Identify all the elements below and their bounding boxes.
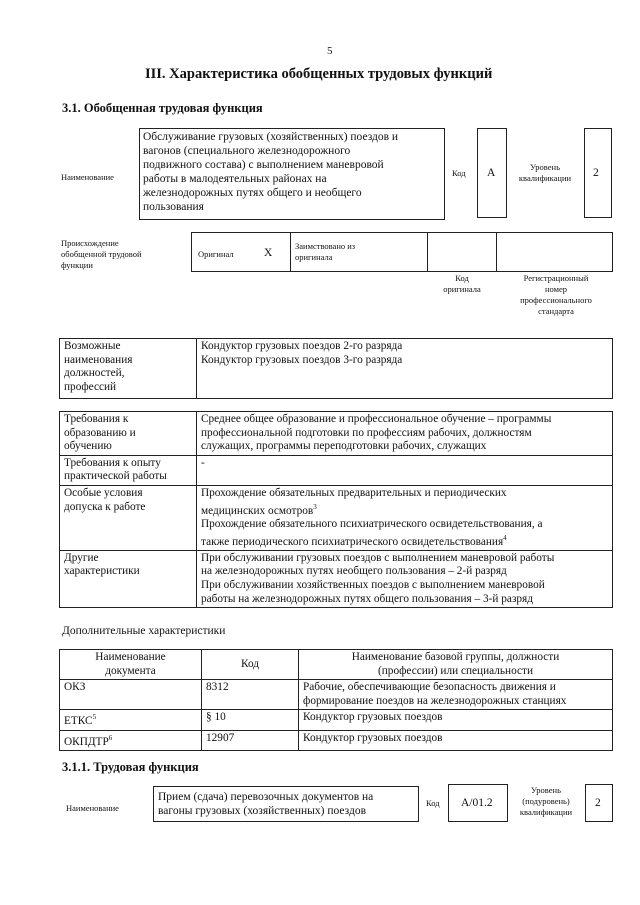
origin-original-mark: X xyxy=(264,247,273,259)
tf-code-value: A/01.2 xyxy=(461,797,493,809)
header-name-line: (профессии) или специальности xyxy=(377,664,534,677)
origin-reg-caption-line: стандарта xyxy=(538,306,574,316)
footnote-ref: 5 xyxy=(92,713,97,722)
header-doc xyxy=(60,650,202,680)
tf-name-label: Наименование xyxy=(66,803,119,813)
req-value-line: на железнодорожных путях необщего пользования – 2-й разряд xyxy=(201,565,507,578)
name-cell xyxy=(299,680,613,710)
req-value-text: медицинских осмотров xyxy=(201,504,314,517)
origin-label-line: обобщенной трудовой xyxy=(61,249,142,259)
origin-original-label: Оригинал xyxy=(198,249,234,259)
req-label-line: характеристики xyxy=(64,565,140,578)
tf-heading: 3.1.1. Трудовая функция xyxy=(62,760,199,774)
origin-label xyxy=(61,238,142,271)
gtf-code-label: Код xyxy=(452,168,466,178)
job-titles-label-line: наименования xyxy=(64,353,133,366)
admission-value xyxy=(197,485,613,550)
origin-borrowed-label xyxy=(295,241,355,263)
origin-code-caption-line: оригинала xyxy=(443,284,481,294)
req-label-line: Требования к xyxy=(64,413,129,425)
origin-label-line: функции xyxy=(61,260,93,270)
footnote-ref: 3 xyxy=(313,502,317,511)
header-code: Код xyxy=(202,650,299,680)
tf-name-line: вагоны грузовых (хозяйственных) поездов xyxy=(158,805,367,817)
education-label xyxy=(60,412,197,456)
req-value-line: служащих, программы переподготовки рабочих, служащих xyxy=(201,440,487,453)
gtf-name-line: вагонов (специального железнодорожного xyxy=(143,145,351,157)
tf-code-label: Код xyxy=(426,798,440,808)
origin-divider xyxy=(427,232,428,272)
job-titles-label-line: профессий xyxy=(64,380,117,393)
tf-level-line: (подуровень) xyxy=(522,796,570,806)
tf-level-line: Уровень xyxy=(531,785,561,795)
doc-name: ЕТКС xyxy=(64,715,93,728)
table-row xyxy=(60,710,613,730)
section-title: III. Характеристика обобщенных трудовых функций xyxy=(145,66,493,82)
origin-label-line: Происхождение xyxy=(61,238,119,248)
table-row xyxy=(60,680,613,710)
name-line: формирование поездов на железнодорожных станциях xyxy=(303,694,567,707)
req-label-line: допуска к работе xyxy=(64,500,146,513)
job-title-item: Кондуктор грузовых поездов 3-го разряда xyxy=(201,353,403,366)
admission-label xyxy=(60,485,197,550)
doc-cell xyxy=(60,730,202,750)
code-cell: 12907 xyxy=(202,730,299,750)
gtf-name-line: пользования xyxy=(143,201,204,213)
tf-level-box xyxy=(585,784,613,822)
additional-table xyxy=(59,649,613,751)
gtf-name-line: Обслуживание грузовых (хозяйственных) поездов и xyxy=(143,131,399,143)
subsection-title: 3.1. Обобщенная трудовая функция xyxy=(62,101,263,115)
origin-code-caption xyxy=(428,273,496,295)
req-value-line: При обслуживании хозяйственных поездов с выполнением маневровой xyxy=(201,579,545,592)
table-row xyxy=(60,730,613,750)
experience-value xyxy=(197,455,613,485)
code-cell: 8312 xyxy=(202,680,299,710)
footnote-ref: 6 xyxy=(108,733,113,742)
origin-borrowed-line: оригинала xyxy=(295,252,333,262)
tf-code-box xyxy=(448,784,508,822)
tf-level-value: 2 xyxy=(595,797,601,809)
requirements-row-other xyxy=(60,550,613,607)
gtf-name-box xyxy=(139,128,445,220)
gtf-level-value: 2 xyxy=(593,167,599,179)
page-number: 5 xyxy=(327,45,333,57)
gtf-level-label xyxy=(510,162,580,184)
gtf-level-box xyxy=(584,128,612,218)
req-value-line: При обслуживании грузовых поездов с выполнением маневровой работы xyxy=(201,551,555,564)
requirements-table xyxy=(59,411,613,608)
requirements-row-admission xyxy=(60,485,613,550)
name-cell: Кондуктор грузовых поездов xyxy=(299,730,613,750)
origin-reg-caption-line: Регистрационный xyxy=(523,273,589,283)
origin-divider xyxy=(290,232,291,272)
req-value-text: также периодического психиатрического освидетельствования xyxy=(201,535,504,548)
gtf-name-line: подвижного состава) с выполнением маневровой xyxy=(143,159,384,171)
tf-level-line: квалификации xyxy=(519,807,573,817)
job-titles-values xyxy=(197,339,613,399)
job-titles-label xyxy=(60,339,197,399)
req-label-line: Особые условия xyxy=(64,486,143,499)
job-title-item: Кондуктор грузовых поездов 2-го разряда xyxy=(201,340,403,352)
job-titles-label-line: должностей, xyxy=(64,367,125,380)
doc-name: ОКЗ xyxy=(64,681,86,694)
requirements-row-experience xyxy=(60,455,613,485)
req-value-line xyxy=(201,501,608,518)
origin-reg-caption-line: номер xyxy=(544,284,568,294)
tf-level-label xyxy=(510,785,582,818)
req-label-line: Требования к опыту xyxy=(64,456,161,469)
origin-reg-caption-line: профессионального xyxy=(520,295,592,305)
job-titles-table xyxy=(59,338,613,399)
job-titles-label-line: Возможные xyxy=(64,340,121,352)
gtf-name-line: железнодорожных путях общего и необщего xyxy=(143,187,362,199)
tf-name-box xyxy=(153,786,419,822)
req-value-line: Прохождение обязательного психиатрического освидетельствования, а xyxy=(201,517,543,530)
origin-reg-caption xyxy=(500,273,612,317)
req-value-line xyxy=(201,532,608,549)
origin-code-caption-line: Код xyxy=(455,273,469,283)
req-label-line: Другие xyxy=(64,551,99,564)
gtf-level-label-line: Уровень xyxy=(530,162,560,172)
education-value xyxy=(197,412,613,456)
req-value-line: Среднее общее образование и профессиональное обучение – программы xyxy=(201,413,552,425)
code-cell: § 10 xyxy=(202,710,299,730)
req-label-line: практической работы xyxy=(64,470,167,483)
doc-cell xyxy=(60,680,202,710)
header-name-line: Наименование базовой группы, должности xyxy=(351,651,560,663)
origin-box xyxy=(191,232,613,272)
other-label xyxy=(60,550,197,607)
header-doc-line: Наименование xyxy=(95,651,166,663)
doc-cell xyxy=(60,710,202,730)
origin-divider xyxy=(496,232,497,272)
gtf-name-line: работы в малодеятельных районах на xyxy=(143,173,327,185)
header-name xyxy=(299,650,613,680)
req-value-line: работы на железнодорожных путях общего пользования – 3-й разряд xyxy=(201,592,534,605)
req-value-line: - xyxy=(201,456,205,469)
requirements-row-education xyxy=(60,412,613,456)
gtf-code-box xyxy=(477,128,507,218)
name-line: Рабочие, обеспечивающие безопасность движения и xyxy=(303,681,556,694)
footnote-ref: 4 xyxy=(503,533,507,542)
additional-header-row xyxy=(60,650,613,680)
tf-name-line: Прием (сдача) перевозочных документов на xyxy=(158,791,374,803)
name-cell: Кондуктор грузовых поездов xyxy=(299,710,613,730)
header-doc-line: документа xyxy=(105,664,156,677)
other-value xyxy=(197,550,613,607)
doc-name: ОКПДТР xyxy=(64,735,109,748)
req-value-line: Прохождение обязательных предварительных и периодических xyxy=(201,486,507,499)
gtf-level-label-line: квалификации xyxy=(518,173,572,183)
req-label-line: обучению xyxy=(64,440,112,453)
req-value-line: профессиональной подготовки по профессиям рабочих, должностям xyxy=(201,426,532,439)
gtf-code-value: A xyxy=(487,167,496,179)
gtf-name-label: Наименование xyxy=(61,172,114,182)
experience-label xyxy=(60,455,197,485)
additional-heading: Дополнительные характеристики xyxy=(62,625,226,637)
req-label-line: образованию и xyxy=(64,426,136,439)
origin-borrowed-line: Заимствовано из xyxy=(295,241,356,251)
